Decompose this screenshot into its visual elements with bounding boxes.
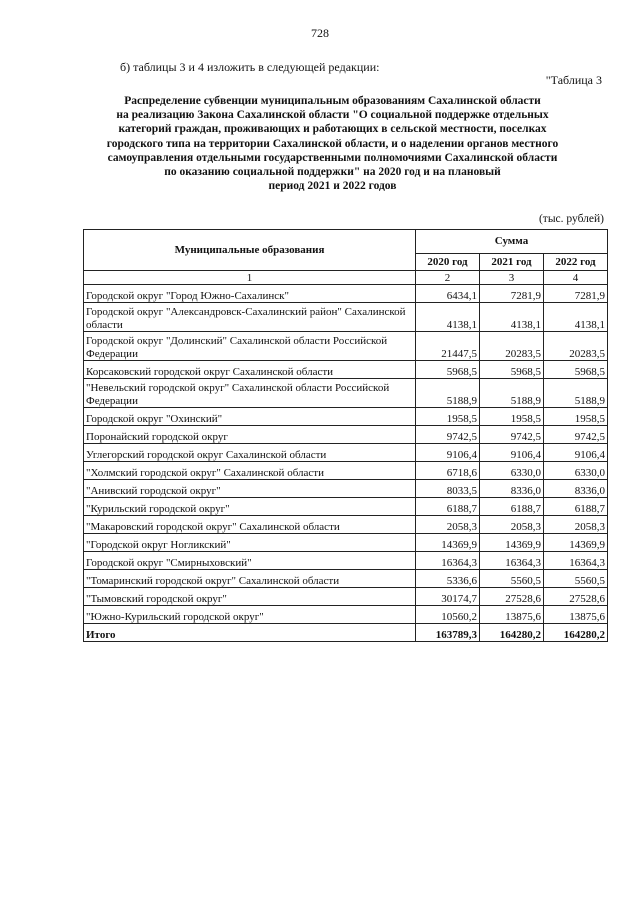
value-2020: 8033,5 [416, 480, 480, 498]
title-line: самоуправления отдельными государственными полномочиями Сахалинской области [107, 151, 558, 164]
municipality-name: Поронайский городской округ [84, 426, 416, 444]
title-line: период 2021 и 2022 годов [268, 180, 397, 193]
header-municipalities: Муниципальные образования [84, 230, 416, 271]
value-2020: 21447,5 [416, 332, 480, 361]
value-2021: 5968,5 [480, 361, 544, 379]
table-row [84, 516, 608, 534]
municipality-name: "Невельский городской округ" Сахалинской области Российской Федерации [84, 379, 416, 408]
value-2022: 2058,3 [544, 516, 608, 534]
table-row [84, 379, 608, 408]
table-row [84, 498, 608, 516]
value-2022: 5560,5 [544, 570, 608, 588]
municipality-name: "Холмский городской округ" Сахалинской области [84, 462, 416, 480]
header-year-2021: 2021 год [480, 253, 544, 270]
column-index: 2 [416, 271, 480, 285]
table-row [84, 426, 608, 444]
document-title [60, 94, 605, 193]
total-2022: 164280,2 [544, 624, 608, 642]
value-2022: 13875,6 [544, 606, 608, 624]
municipality-name: Углегорский городской округ Сахалинской области [84, 444, 416, 462]
value-2020: 30174,7 [416, 588, 480, 606]
table-row [84, 570, 608, 588]
title-line: по оказанию социальной поддержки" на 2020 год и на плановый [164, 166, 501, 179]
value-2020: 14369,9 [416, 534, 480, 552]
value-2021: 9106,4 [480, 444, 544, 462]
title-line: городского типа на территории Сахалинской области, и о наделении органов местного [106, 137, 559, 150]
value-2020: 5968,5 [416, 361, 480, 379]
value-2021: 6330,0 [480, 462, 544, 480]
value-2021: 20283,5 [480, 332, 544, 361]
table-row [84, 552, 608, 570]
value-2021: 27528,6 [480, 588, 544, 606]
intro-text: б) таблицы 3 и 4 изложить в следующей редакции: [120, 60, 380, 74]
value-2022: 27528,6 [544, 588, 608, 606]
value-2021: 8336,0 [480, 480, 544, 498]
value-2022: 4138,1 [544, 303, 608, 332]
value-2022: 20283,5 [544, 332, 608, 361]
municipality-name: "Южно-Курильский городской округ" [84, 606, 416, 624]
municipality-name: Городской округ "Александровск-Сахалинский район" Сахалинской области [84, 303, 416, 332]
value-2022: 6188,7 [544, 498, 608, 516]
value-2021: 6188,7 [480, 498, 544, 516]
value-2020: 9106,4 [416, 444, 480, 462]
value-2020: 6718,6 [416, 462, 480, 480]
municipality-name: "Тымовский городской округ" [84, 588, 416, 606]
value-2020: 2058,3 [416, 516, 480, 534]
municipality-name: Корсаковский городской округ Сахалинской области [84, 361, 416, 379]
table-row [84, 408, 608, 426]
title-line: Распределение субвенции муниципальным образованиям Сахалинской области [124, 95, 541, 107]
value-2021: 7281,9 [480, 285, 544, 303]
value-2022: 9742,5 [544, 426, 608, 444]
column-index: 1 [84, 271, 416, 285]
table-row [84, 303, 608, 332]
table-row [84, 444, 608, 462]
total-2020: 163789,3 [416, 624, 480, 642]
value-2021: 14369,9 [480, 534, 544, 552]
municipality-name: Городской округ "Долинский" Сахалинской области Российской Федерации [84, 332, 416, 361]
header-year-2022: 2022 год [544, 253, 608, 270]
value-2020: 9742,5 [416, 426, 480, 444]
value-2022: 5968,5 [544, 361, 608, 379]
value-2022: 14369,9 [544, 534, 608, 552]
municipality-name: Городской округ "Охинский" [84, 408, 416, 426]
table-row [84, 534, 608, 552]
table-row [84, 480, 608, 498]
value-2021: 13875,6 [480, 606, 544, 624]
subvention-table [83, 229, 608, 642]
value-2022: 1958,5 [544, 408, 608, 426]
value-2021: 5560,5 [480, 570, 544, 588]
total-label: Итого [84, 624, 416, 642]
municipality-name: Городской округ "Смирныховский" [84, 552, 416, 570]
value-2021: 1958,5 [480, 408, 544, 426]
value-2020: 6434,1 [416, 285, 480, 303]
table-row [84, 606, 608, 624]
table-row [84, 462, 608, 480]
value-2022: 6330,0 [544, 462, 608, 480]
value-2020: 6188,7 [416, 498, 480, 516]
value-2020: 5336,6 [416, 570, 480, 588]
header-sum: Сумма [416, 230, 608, 254]
page-number: 728 [311, 26, 329, 40]
table-row [84, 285, 608, 303]
municipality-name: "Томаринский городской округ" Сахалинской области [84, 570, 416, 588]
value-2022: 16364,3 [544, 552, 608, 570]
table-reference: "Таблица 3 [545, 73, 602, 87]
value-2020: 5188,9 [416, 379, 480, 408]
value-2021: 2058,3 [480, 516, 544, 534]
title-line: категорий граждан, проживающих и работающих в сельской местности, поселках [118, 123, 547, 136]
column-index: 4 [544, 271, 608, 285]
column-index: 3 [480, 271, 544, 285]
total-2021: 164280,2 [480, 624, 544, 642]
value-2021: 9742,5 [480, 426, 544, 444]
municipality-name: "Городской округ Ногликский" [84, 534, 416, 552]
header-year-2020: 2020 год [416, 253, 480, 270]
title-line: на реализацию Закона Сахалинской области "О социальной поддержке отдельных [116, 109, 549, 122]
units-label: (тыс. рублей) [538, 213, 604, 225]
total-row [84, 624, 608, 642]
value-2021: 5188,9 [480, 379, 544, 408]
municipality-name: "Курильский городской округ" [84, 498, 416, 516]
table-row [84, 588, 608, 606]
table-row [84, 332, 608, 361]
municipality-name: "Макаровский городской округ" Сахалинской области [84, 516, 416, 534]
table-row [84, 361, 608, 379]
value-2020: 10560,2 [416, 606, 480, 624]
value-2022: 5188,9 [544, 379, 608, 408]
value-2020: 4138,1 [416, 303, 480, 332]
value-2022: 7281,9 [544, 285, 608, 303]
municipality-name: Городской округ "Город Южно-Сахалинск" [84, 285, 416, 303]
value-2020: 1958,5 [416, 408, 480, 426]
value-2022: 9106,4 [544, 444, 608, 462]
value-2021: 16364,3 [480, 552, 544, 570]
value-2022: 8336,0 [544, 480, 608, 498]
value-2021: 4138,1 [480, 303, 544, 332]
value-2020: 16364,3 [416, 552, 480, 570]
municipality-name: "Анивский городской округ" [84, 480, 416, 498]
